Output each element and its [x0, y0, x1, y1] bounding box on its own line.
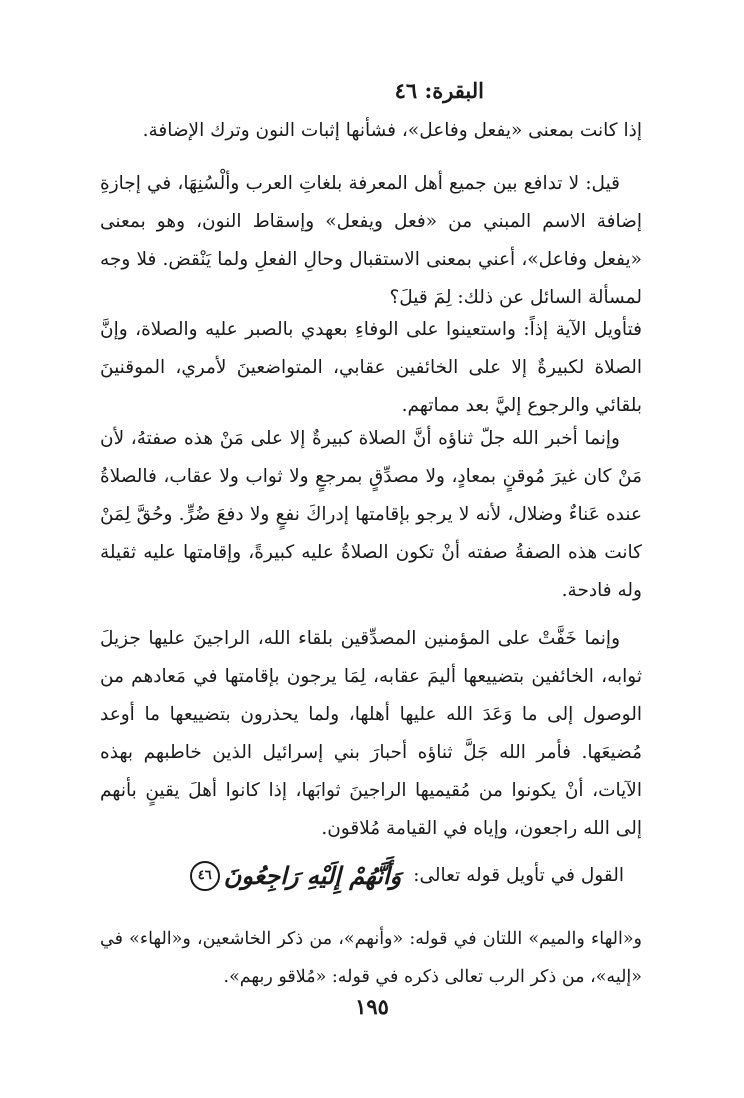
paragraph-5: وإنما خَفَّتْ على المؤمنين المصدِّقين بلقاء الله، الراجينَ عليها جزيلَ ثوابه، الخائفين بتضييعها أليمَ عقابه، لِمَا يرجون بإقامتها في مَعادهم من الوصول إلى ما وَعَدَ الله عليها أهلها، ولما يحذرون بتضييعها ما أوعد مُضيعَها. فأمر الله جَلَّ ثناؤه أحبارَ بني إسرائيل الذين خاطبهم بهذه الآيات، أنْ يكونوا من مُقيميها الراجينَ ثوابَها، إذا كانوا أهلَ يقينٍ بأنهم إلى الله راجعون، وإياه في القيامة مُلاقون.	[100, 628, 642, 839]
verse-number-marker: ٤٦	[190, 861, 220, 891]
quran-verse: وَأَنَّهُمْ إِلَيْهِ رَاجِعُونَ	[223, 861, 402, 890]
paragraph-6: و«الهاء والميم» اللتان في قوله: «وأنهم»، من ذكر الخاشعين، و«الهاء» في «إليه»، من ذكر الرب تعالى ذكره في قوله: «مُلاقو ربهم».	[100, 929, 642, 987]
paragraph-3: فتأويل الآية إذاً: واستعينوا على الوفاءِ بعهدي بالصبر عليه والصلاة، وإنَّ الصلاة لكبيرةٌ إلا على الخائفين عقابي، المتواضعينَ لأمري، الموقنينَ بلقائي والرجوع إليَّ بعد مماتهم.	[100, 319, 642, 416]
paragraph-2: قيل: لا تدافع بين جميع أهل المعرفة بلغاتِ العرب وألْسُنِهَا، في إجازةِ إضافة الاسم المبني من «فعل ويفعل» وإسقاط النون، وهو بمعنى «يفعل وفاعل»، أعني بمعنى الاستقبال وحالِ الفعلِ ولما يَنْقض. فلا وجه لمسألة السائل عن ذلك: لِمَ قيلَ؟	[100, 173, 642, 308]
quran-heading-label: القول في تأويل قوله تعالى:	[413, 865, 624, 886]
quran-heading	[104, 856, 624, 896]
paragraph-4: وإنما أخبر الله جلّ ثناؤه أنَّ الصلاة كبيرةٌ إلا على مَنْ هذه صفتهُ، لأن مَنْ كان غيرَ مُوقنٍ بمعادٍ، ولا مصدِّقٍ بمرجعٍ ولا ثواب ولا عقاب، فالصلاةُ عنده عَناءٌ وضلال، لأنه لا يرجو بإقامتها إدراكَ نفعٍ ولا دفعَ ضُرٍّ. وحُقَّ لِمَنْ كانت هذه الصفةُ صفته أنْ تكون الصلاةُ عليه كبيرةً، وإقامتها عليه ثقيلة وله فادحة.	[100, 428, 642, 601]
paragraph-1: إذا كانت بمعنى «يفعل وفاعل»، فشأنها إثبات النون وترك الإضافة.	[142, 120, 642, 141]
page-header: البقرة: ٤٦	[394, 78, 484, 103]
page-number: ١٩٥	[355, 994, 389, 1019]
